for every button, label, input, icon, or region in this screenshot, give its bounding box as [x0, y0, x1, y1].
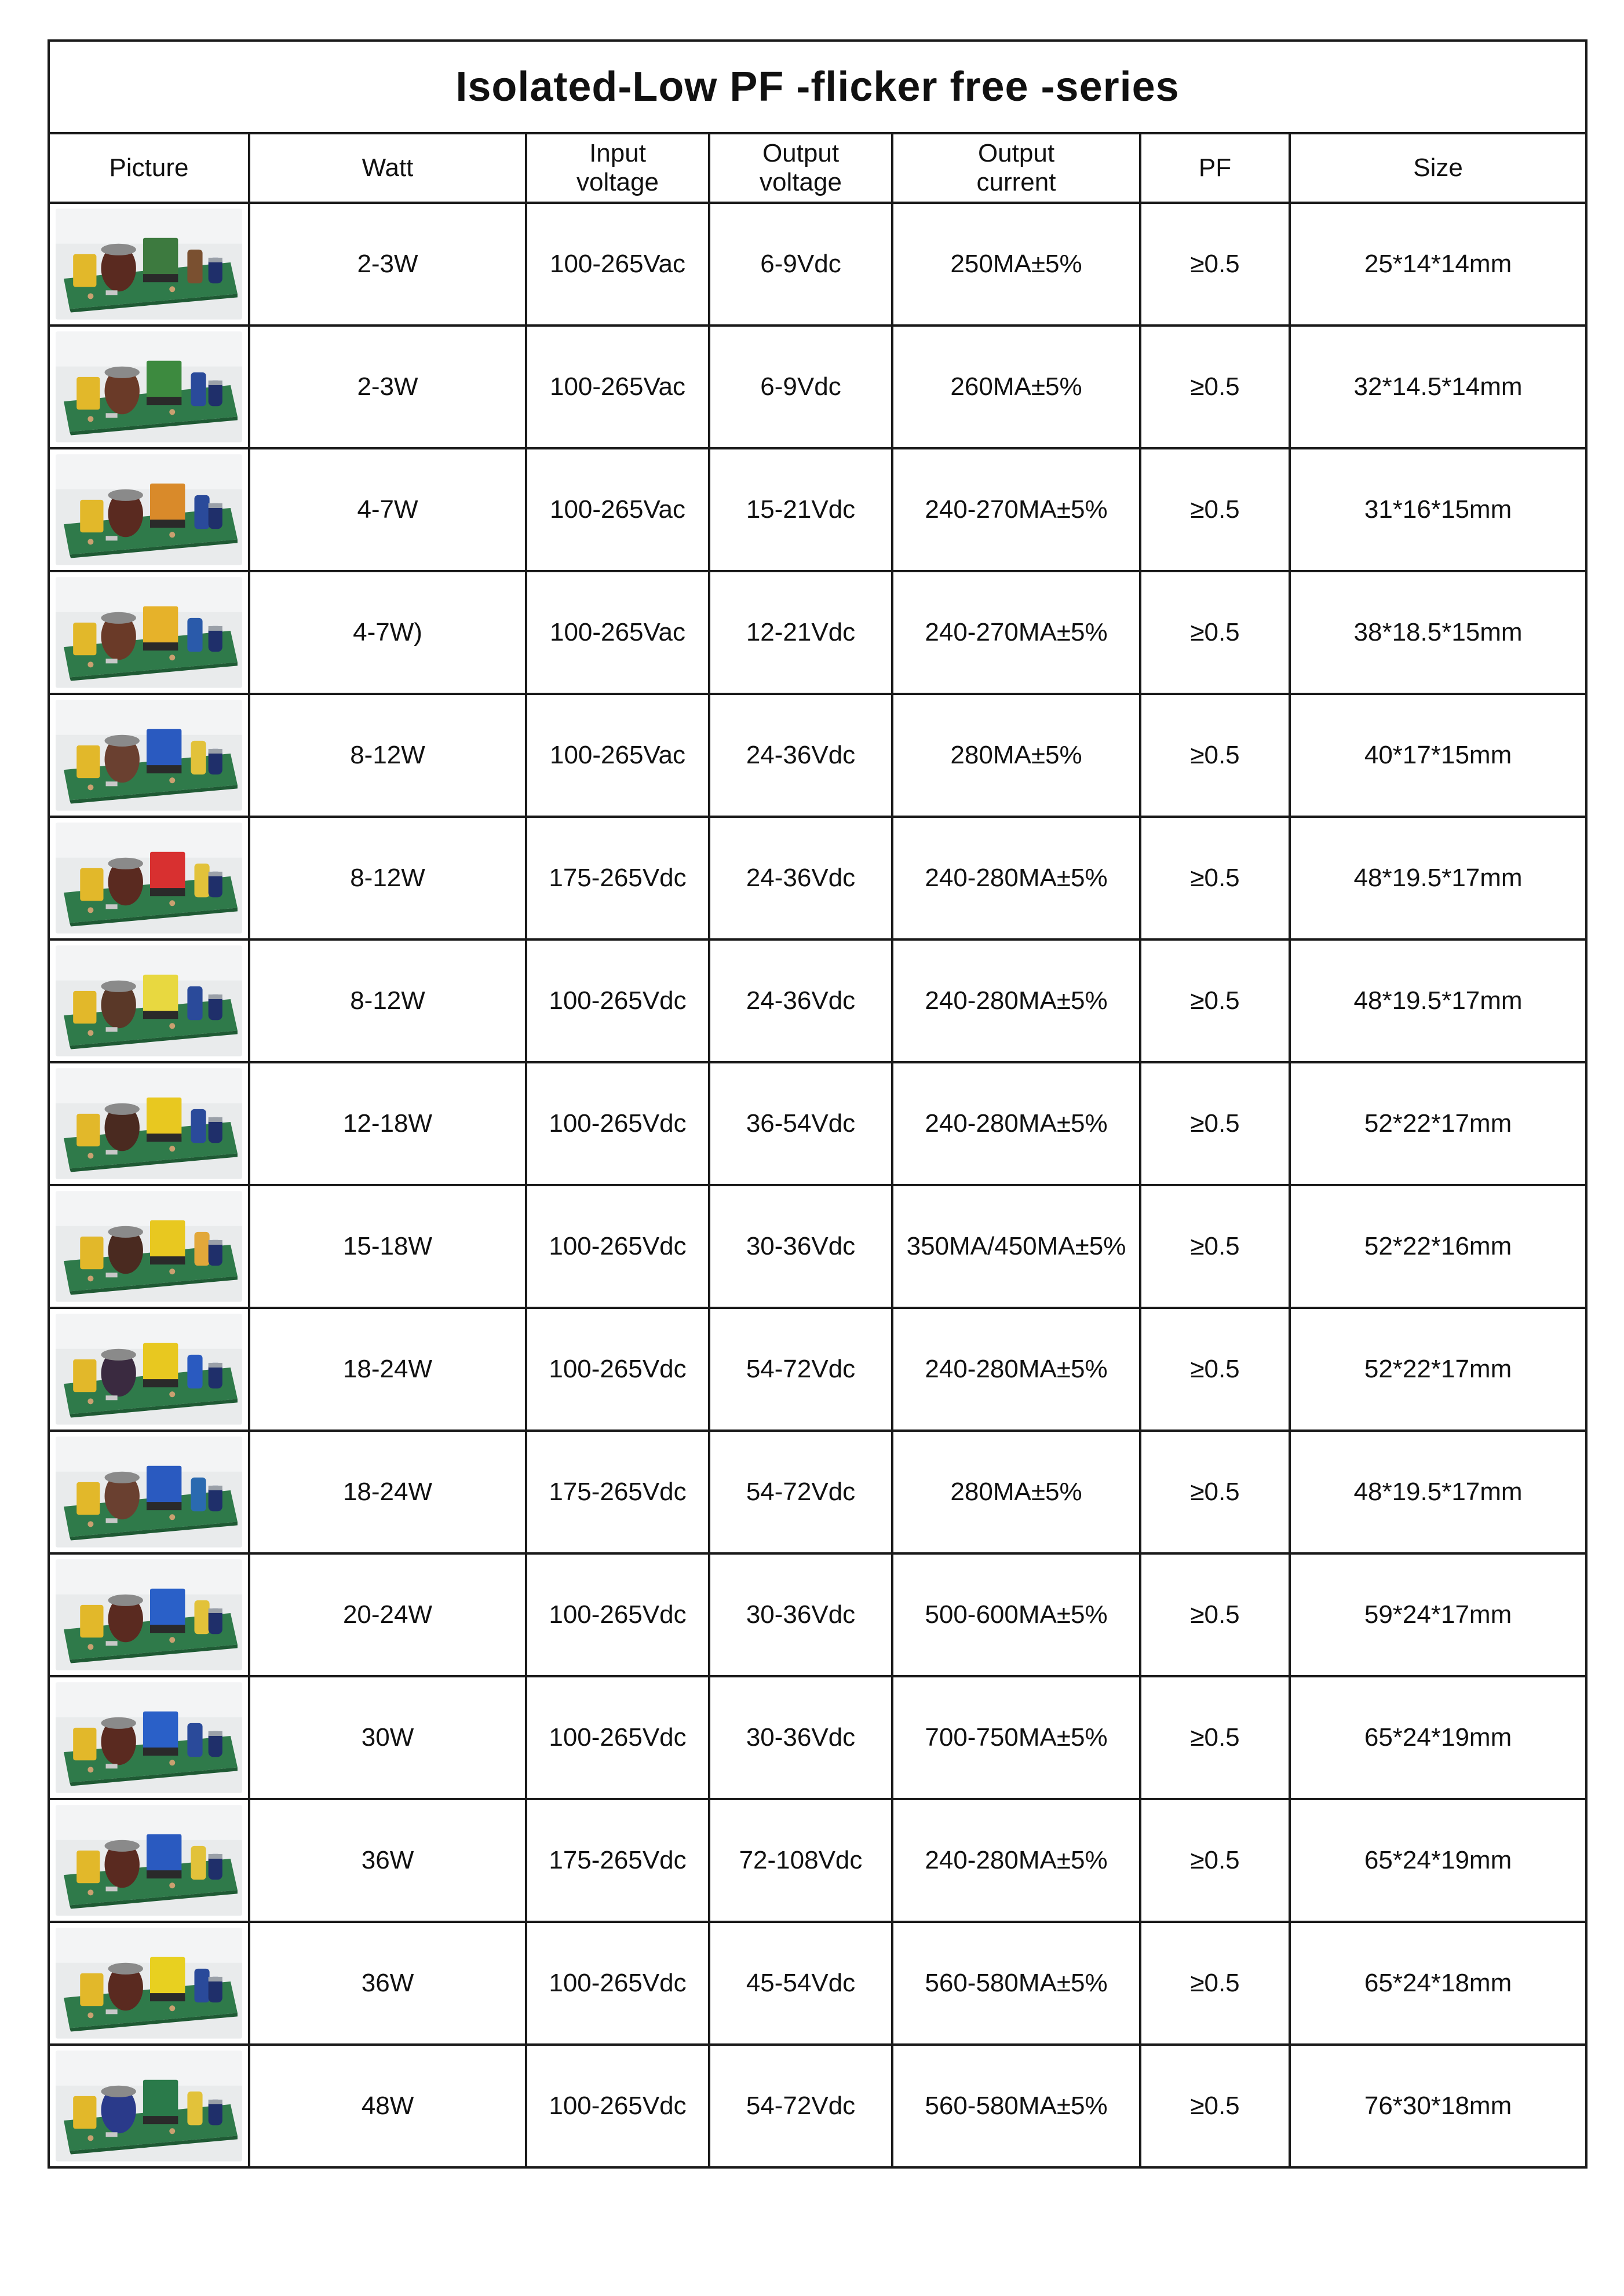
input-voltage-cell: 100-265Vdc [526, 1922, 709, 2045]
output-voltage-cell: 36-54Vdc [709, 1062, 892, 1185]
output-current-cell: 560-580MA±5% [892, 2045, 1140, 2167]
watt-cell: 18-24W [249, 1308, 526, 1431]
input-voltage-cell: 100-265Vac [526, 694, 709, 817]
pf-cell: ≥0.5 [1140, 694, 1290, 817]
size-cell: 31*16*15mm [1290, 448, 1586, 571]
output-current-cell: 240-280MA±5% [892, 1799, 1140, 1922]
output-voltage-cell: 12-21Vdc [709, 571, 892, 694]
pf-cell: ≥0.5 [1140, 1799, 1290, 1922]
table-row [49, 1553, 1586, 1676]
output-voltage-cell: 6-9Vdc [709, 326, 892, 448]
picture-cell [49, 571, 249, 694]
led-driver-board-image [56, 1068, 242, 1179]
watt-cell: 15-18W [249, 1185, 526, 1308]
picture-cell [49, 203, 249, 326]
pf-cell: ≥0.5 [1140, 1922, 1290, 2045]
table-row [49, 448, 1586, 571]
table-row [49, 694, 1586, 817]
table-row [49, 1185, 1586, 1308]
watt-cell: 8-12W [249, 817, 526, 939]
watt-cell: 30W [249, 1676, 526, 1799]
output-current-cell: 240-280MA±5% [892, 1308, 1140, 1431]
output-current-cell: 560-580MA±5% [892, 1922, 1140, 2045]
led-driver-board-image [56, 700, 242, 811]
watt-cell: 4-7W) [249, 571, 526, 694]
col-header-input-voltage [526, 133, 709, 203]
watt-cell: 20-24W [249, 1553, 526, 1676]
size-cell: 59*24*17mm [1290, 1553, 1586, 1676]
led-driver-board-image [56, 1559, 242, 1670]
led-driver-board-image [56, 1805, 242, 1916]
watt-cell: 2-3W [249, 203, 526, 326]
picture-cell [49, 1185, 249, 1308]
table-row [49, 1799, 1586, 1922]
size-cell: 76*30*18mm [1290, 2045, 1586, 2167]
size-cell: 52*22*17mm [1290, 1062, 1586, 1185]
table-row [49, 939, 1586, 1062]
led-driver-board-image [56, 577, 242, 688]
picture-cell [49, 1922, 249, 2045]
col-header-output-voltage-line1: Output [762, 139, 840, 167]
output-voltage-cell: 24-36Vdc [709, 694, 892, 817]
col-header-output-current-line1: Output [977, 139, 1055, 167]
led-driver-board-image [56, 209, 242, 320]
picture-cell [49, 694, 249, 817]
size-cell: 32*14.5*14mm [1290, 326, 1586, 448]
pf-cell: ≥0.5 [1140, 571, 1290, 694]
pf-cell: ≥0.5 [1140, 1062, 1290, 1185]
led-driver-board-image [56, 454, 242, 565]
picture-cell [49, 1308, 249, 1431]
watt-cell: 18-24W [249, 1431, 526, 1553]
spec-table [48, 39, 1587, 2169]
watt-cell: 2-3W [249, 326, 526, 448]
pf-cell: ≥0.5 [1140, 2045, 1290, 2167]
table-row [49, 1431, 1586, 1553]
watt-cell: 12-18W [249, 1062, 526, 1185]
picture-cell [49, 1676, 249, 1799]
col-header-input-voltage-line2: voltage [576, 168, 659, 196]
output-current-cell: 240-270MA±5% [892, 571, 1140, 694]
col-header-pf: PF [1140, 133, 1290, 203]
input-voltage-cell: 100-265Vdc [526, 1308, 709, 1431]
output-voltage-cell: 54-72Vdc [709, 2045, 892, 2167]
col-header-output-current-line2: current [976, 168, 1056, 196]
table-row [49, 1062, 1586, 1185]
output-current-cell: 240-280MA±5% [892, 817, 1140, 939]
table-title: Isolated-Low PF -flicker free -series [49, 41, 1586, 133]
output-current-cell: 700-750MA±5% [892, 1676, 1140, 1799]
output-voltage-cell: 45-54Vdc [709, 1922, 892, 2045]
input-voltage-cell: 100-265Vdc [526, 1553, 709, 1676]
output-voltage-cell: 30-36Vdc [709, 1185, 892, 1308]
pf-cell: ≥0.5 [1140, 203, 1290, 326]
input-voltage-cell: 100-265Vdc [526, 939, 709, 1062]
pf-cell: ≥0.5 [1140, 1308, 1290, 1431]
table-row [49, 571, 1586, 694]
picture-cell [49, 817, 249, 939]
led-driver-board-image [56, 331, 242, 443]
output-voltage-cell: 15-21Vdc [709, 448, 892, 571]
pf-cell: ≥0.5 [1140, 1553, 1290, 1676]
watt-cell: 36W [249, 1922, 526, 2045]
watt-cell: 8-12W [249, 939, 526, 1062]
col-header-output-voltage [709, 133, 892, 203]
output-voltage-cell: 24-36Vdc [709, 939, 892, 1062]
pf-cell: ≥0.5 [1140, 939, 1290, 1062]
led-driver-board-image [56, 2050, 242, 2162]
output-current-cell: 350MA/450MA±5% [892, 1185, 1140, 1308]
pf-cell: ≥0.5 [1140, 1431, 1290, 1553]
input-voltage-cell: 100-265Vdc [526, 1062, 709, 1185]
picture-cell [49, 1431, 249, 1553]
led-driver-board-image [56, 1682, 242, 1793]
pf-cell: ≥0.5 [1140, 1676, 1290, 1799]
picture-cell [49, 1062, 249, 1185]
led-driver-board-image [56, 1314, 242, 1425]
input-voltage-cell: 100-265Vac [526, 571, 709, 694]
table-row [49, 1922, 1586, 2045]
size-cell: 65*24*19mm [1290, 1799, 1586, 1922]
table-row [49, 326, 1586, 448]
picture-cell [49, 2045, 249, 2167]
pf-cell: ≥0.5 [1140, 448, 1290, 571]
table-row [49, 817, 1586, 939]
output-voltage-cell: 6-9Vdc [709, 203, 892, 326]
pf-cell: ≥0.5 [1140, 326, 1290, 448]
watt-cell: 4-7W [249, 448, 526, 571]
col-header-picture: Picture [49, 133, 249, 203]
input-voltage-cell: 175-265Vdc [526, 1799, 709, 1922]
output-current-cell: 240-270MA±5% [892, 448, 1140, 571]
watt-cell: 48W [249, 2045, 526, 2167]
output-voltage-cell: 54-72Vdc [709, 1431, 892, 1553]
output-current-cell: 240-280MA±5% [892, 1062, 1140, 1185]
size-cell: 65*24*19mm [1290, 1676, 1586, 1799]
input-voltage-cell: 100-265Vac [526, 203, 709, 326]
led-driver-board-image [56, 822, 242, 934]
col-header-watt: Watt [249, 133, 526, 203]
input-voltage-cell: 175-265Vdc [526, 817, 709, 939]
pf-cell: ≥0.5 [1140, 1185, 1290, 1308]
input-voltage-cell: 175-265Vdc [526, 1431, 709, 1553]
table-row [49, 203, 1586, 326]
output-current-cell: 280MA±5% [892, 1431, 1140, 1553]
size-cell: 52*22*17mm [1290, 1308, 1586, 1431]
output-current-cell: 260MA±5% [892, 326, 1140, 448]
output-voltage-cell: 72-108Vdc [709, 1799, 892, 1922]
size-cell: 65*24*18mm [1290, 1922, 1586, 2045]
output-voltage-cell: 54-72Vdc [709, 1308, 892, 1431]
picture-cell [49, 1553, 249, 1676]
input-voltage-cell: 100-265Vdc [526, 2045, 709, 2167]
picture-cell [49, 1799, 249, 1922]
pf-cell: ≥0.5 [1140, 817, 1290, 939]
size-cell: 48*19.5*17mm [1290, 939, 1586, 1062]
led-driver-board-image [56, 1191, 242, 1302]
output-voltage-cell: 24-36Vdc [709, 817, 892, 939]
led-driver-board-image [56, 1928, 242, 2039]
led-driver-board-image [56, 1436, 242, 1548]
size-cell: 48*19.5*17mm [1290, 817, 1586, 939]
size-cell: 38*18.5*15mm [1290, 571, 1586, 694]
picture-cell [49, 448, 249, 571]
table-row [49, 1308, 1586, 1431]
picture-cell [49, 326, 249, 448]
table-row [49, 1676, 1586, 1799]
output-current-cell: 240-280MA±5% [892, 939, 1140, 1062]
size-cell: 25*14*14mm [1290, 203, 1586, 326]
col-header-output-voltage-line2: voltage [760, 168, 842, 196]
table-row [49, 2045, 1586, 2167]
input-voltage-cell: 100-265Vac [526, 326, 709, 448]
size-cell: 40*17*15mm [1290, 694, 1586, 817]
output-current-cell: 250MA±5% [892, 203, 1140, 326]
picture-cell [49, 939, 249, 1062]
col-header-size: Size [1290, 133, 1586, 203]
size-cell: 52*22*16mm [1290, 1185, 1586, 1308]
output-current-cell: 500-600MA±5% [892, 1553, 1140, 1676]
col-header-output-current [892, 133, 1140, 203]
watt-cell: 8-12W [249, 694, 526, 817]
led-driver-board-image [56, 945, 242, 1056]
input-voltage-cell: 100-265Vac [526, 448, 709, 571]
size-cell: 48*19.5*17mm [1290, 1431, 1586, 1553]
output-voltage-cell: 30-36Vdc [709, 1676, 892, 1799]
input-voltage-cell: 100-265Vdc [526, 1185, 709, 1308]
output-current-cell: 280MA±5% [892, 694, 1140, 817]
watt-cell: 36W [249, 1799, 526, 1922]
col-header-input-voltage-line1: Input [589, 139, 646, 167]
output-voltage-cell: 30-36Vdc [709, 1553, 892, 1676]
input-voltage-cell: 100-265Vdc [526, 1676, 709, 1799]
